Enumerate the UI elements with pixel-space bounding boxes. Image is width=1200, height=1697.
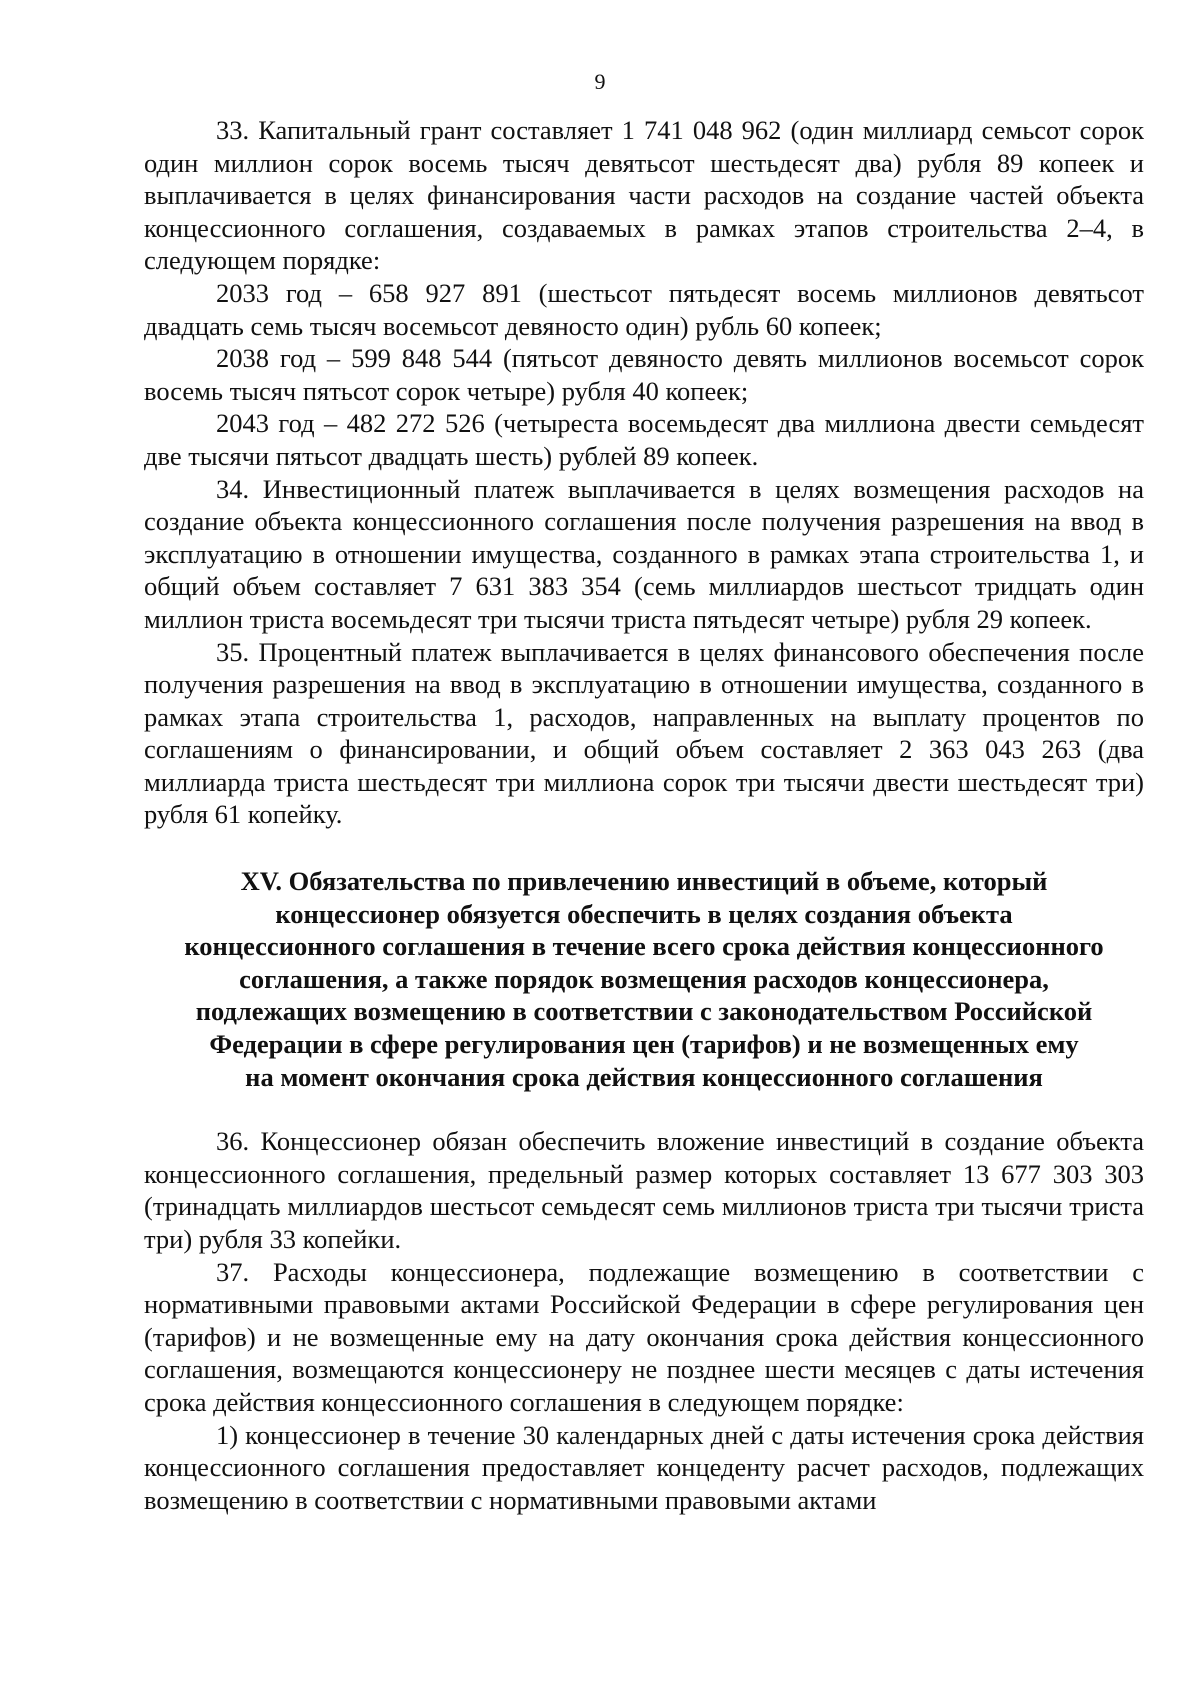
heading-line: Федерации в сфере регулирования цен (тарифов) и не возмещенных ему <box>209 1029 1079 1060</box>
heading-line: XV. Обязательства по привлечению инвестиций в объеме, который <box>240 866 1048 897</box>
document-body <box>144 114 1144 1516</box>
heading-line: концессионер обязуется обеспечить в целях создания объекта <box>275 898 1013 929</box>
paragraph-34: 34. Инвестиционный платеж выплачивается в целях возмещения расходов на создание объекта концессионного соглашения после получения разрешения на ввод в эксплуатацию в отношении имущества, созданного в рамках этапа строительства 1, и общий объем составляет 7 631 383 354 (семь миллиардов шестьсот тридцать один миллион триста восемьдесят три тысячи триста пятьдесят четыре) рубля 29 копеек. <box>144 473 1144 634</box>
paragraph-33: 33. Капитальный грант составляет 1 741 048 962 (один миллиард семьсот сорок один миллион сорок восемь тысяч девятьсот шестьдесят два) рубля 89 копеек и выплачивается в целях финансирования части расходов на создание частей объекта концессионного соглашения, создаваемых в рамках этапов строительства 2–4, в следующем порядке: <box>144 115 1144 276</box>
heading-line: подлежащих возмещению в соответствии с законодательством Российской <box>195 996 1093 1027</box>
page-number: 9 <box>594 69 606 94</box>
section-heading-xv <box>144 865 1144 1093</box>
payment-2043: 2043 год – 482 272 526 (четыреста восемьдесят два миллиона двести семьдесят две тысячи пятьсот двадцать шесть) рублей 89 копеек. <box>144 408 1144 471</box>
payment-2038: 2038 год – 599 848 544 (пятьсот девяносто девять миллионов восемьсот сорок восемь тысяч пятьсот сорок четыре) рубля 40 копеек; <box>144 343 1144 406</box>
payment-2033: 2033 год – 658 927 891 (шестьсот пятьдесят восемь миллионов девятьсот двадцать семь тысяч восемьсот девяносто один) рубль 60 копеек; <box>144 277 1144 341</box>
paragraph-36: 36. Концессионер обязан обеспечить вложение инвестиций в создание объекта концессионного соглашения, предельный размер которых составляет 13 677 303 303 (тринадцать миллиардов шестьсот семьдесят семь миллионов триста три тысячи триста три) рубля 33 копейки. <box>144 1126 1144 1254</box>
subparagraph-1: 1) концессионер в течение 30 календарных дней с даты истечения срока действия концессионного соглашения предоставляет концеденту расчет расходов, подлежащих возмещению в соответствии с нормативными правовыми актами <box>144 1419 1144 1515</box>
heading-line: концессионного соглашения в течение всего срока действия концессионного <box>184 931 1104 962</box>
paragraph-35: 35. Процентный платеж выплачивается в целях финансового обеспечения после получения разрешения на ввод в эксплуатацию в отношении имущества, созданного в рамках этапа строительства 1, расходов, направленных на выплату процентов по соглашениям о финансировании, и общий объем составляет 2 363 043 263 (два миллиарда триста шестьдесят три миллиона сорок три тысячи двести шестьдесят три) рубля 61 копейку. <box>144 636 1144 830</box>
paragraph-37: 37. Расходы концессионера, подлежащие возмещению в соответствии с нормативными правовыми актами Российской Федерации в сфере регулирования цен (тарифов) и не возмещенные ему на дату окончания срока действия концессионного соглашения, возмещаются концессионеру не позднее шести месяцев с даты истечения срока действия концессионного соглашения в следующем порядке: <box>144 1256 1144 1417</box>
heading-line: на момент окончания срока действия концессионного соглашения <box>245 1061 1043 1092</box>
heading-line: соглашения, а также порядок возмещения расходов концессионера, <box>239 963 1049 994</box>
